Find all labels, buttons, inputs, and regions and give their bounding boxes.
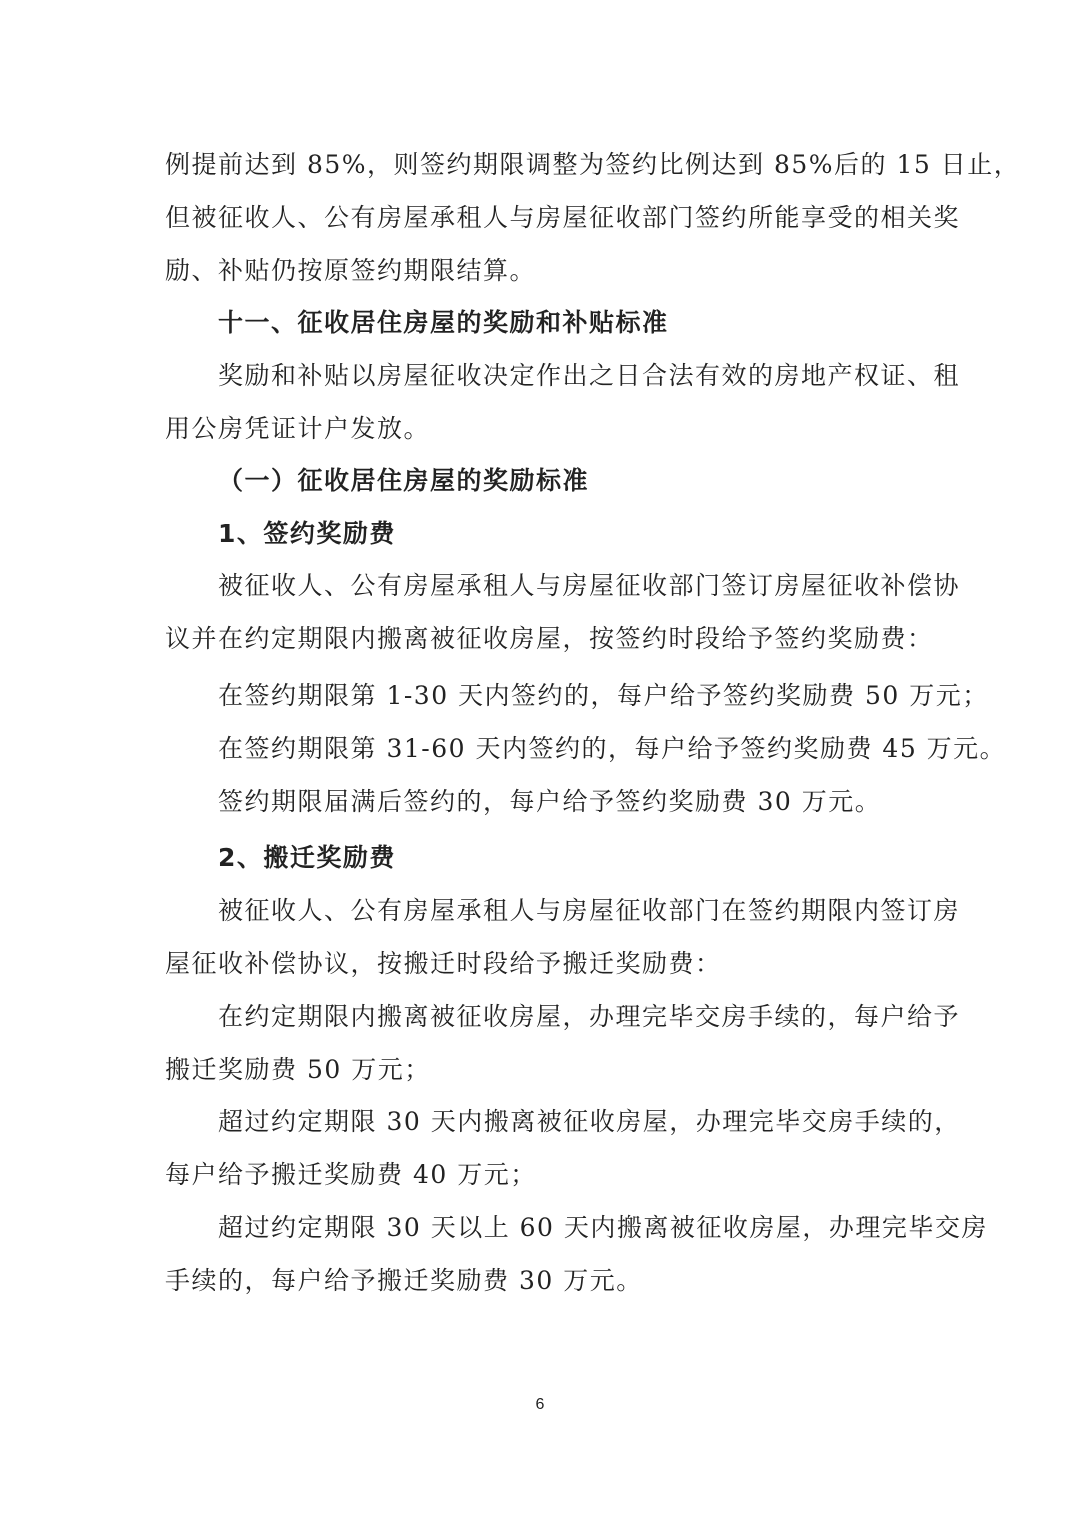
- paragraph-line: 被征收人、公有房屋承租人与房屋征收部门签订房屋征收补偿协: [218, 571, 961, 600]
- paragraph-line: 励、补贴仍按原签约期限结算。: [165, 256, 537, 285]
- paragraph-line: 议并在约定期限内搬离被征收房屋，按签约时段给予签约奖励费：: [165, 624, 934, 653]
- paragraph-line: 被征收人、公有房屋承租人与房屋征收部门在签约期限内签订房: [218, 896, 961, 925]
- paragraph-line: 超过约定期限 30 天内搬离被征收房屋，办理完毕交房手续的，: [218, 1107, 961, 1136]
- paragraph-line: 但被征收人、公有房屋承租人与房屋征收部门签约所能享受的相关奖: [165, 203, 961, 232]
- paragraph-line: 奖励和补贴以房屋征收决定作出之日合法有效的房地产权证、租: [218, 361, 961, 390]
- paragraph-line: 每户给予搬迁奖励费 40 万元；: [165, 1160, 537, 1189]
- section-heading: 十一、征收居住房屋的奖励和补贴标准: [218, 308, 669, 337]
- paragraph-line: 在约定期限内搬离被征收房屋，办理完毕交房手续的，每户给予: [218, 1002, 961, 1031]
- item-heading: 2、搬迁奖励费: [218, 843, 396, 872]
- paragraph-line: 例提前达到 85%，则签约期限调整为签约比例达到 85%后的 15 日止，: [165, 150, 1021, 179]
- paragraph-line: 手续的，每户给予搬迁奖励费 30 万元。: [165, 1266, 643, 1295]
- page-number: 6: [535, 1396, 545, 1413]
- paragraph-line: 签约期限届满后签约的，每户给予签约奖励费 30 万元。: [218, 787, 882, 816]
- paragraph-line: 超过约定期限 30 天以上 60 天内搬离被征收房屋，办理完毕交房: [218, 1213, 988, 1242]
- item-heading: 1、签约奖励费: [218, 519, 396, 548]
- paragraph-line: 在签约期限第 1-30 天内签约的，每户给予签约奖励费 50 万元；: [218, 681, 989, 710]
- paragraph-line: 用公房凭证计户发放。: [165, 414, 431, 443]
- subsection-heading: （一）征收居住房屋的奖励标准: [218, 466, 590, 495]
- paragraph-line: 屋征收补偿协议，按搬迁时段给予搬迁奖励费：: [165, 949, 722, 978]
- paragraph-line: 在签约期限第 31-60 天内签约的，每户给予签约奖励费 45 万元。: [218, 734, 1007, 763]
- paragraph-line: 搬迁奖励费 50 万元；: [165, 1055, 431, 1084]
